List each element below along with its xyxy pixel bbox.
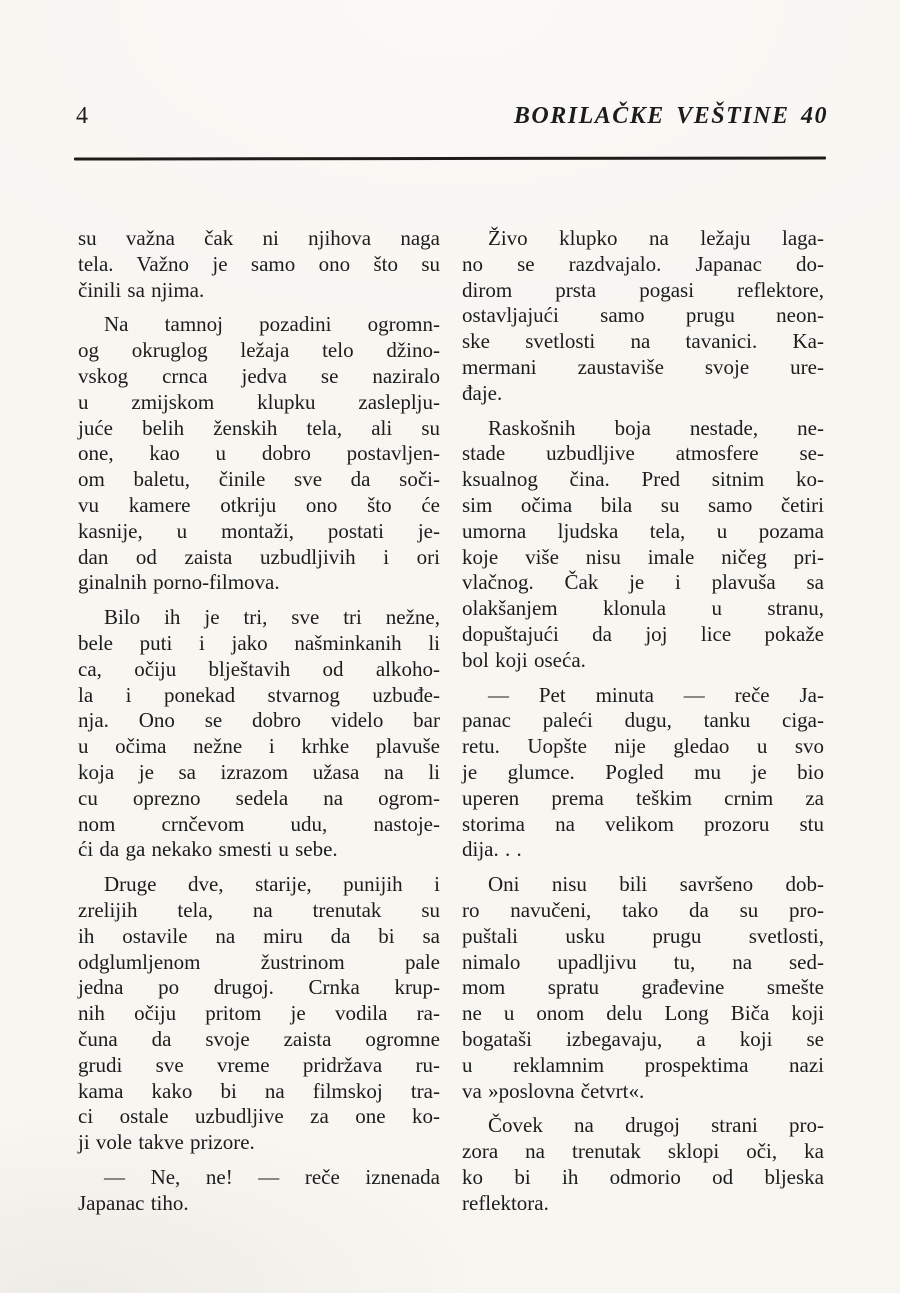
- text-line: ostavljajući samo prugu neon-: [462, 303, 824, 328]
- paragraph: [78, 1165, 440, 1217]
- text-line: stade uzbudljive atmosfere se-: [462, 441, 824, 466]
- text-line: Oni nisu bili savršeno dob-: [488, 872, 824, 897]
- paragraph: [462, 226, 824, 407]
- text-line: tela. Važno je samo ono što su: [78, 251, 440, 276]
- page-number: 4: [76, 103, 89, 129]
- text-line: jedna po drugoj. Crnka krup-: [78, 975, 440, 1000]
- text-line: je glumce. Pogled mu je bio: [462, 759, 824, 784]
- text-line: bogataši izbegavaju, a koji se: [462, 1026, 824, 1051]
- text-line: umorna ljudska tela, u pozama: [462, 518, 824, 543]
- text-line: cu oprezno sedela na ogrom-: [78, 785, 440, 810]
- text-line: va »poslovna četvrt«.: [462, 1078, 645, 1103]
- text-line: panac paleći dugu, tanku ciga-: [462, 708, 824, 733]
- text-line: vlačnog. Čak je i plavuša sa: [462, 570, 824, 595]
- text-line: uperen prema teškim crnim za: [462, 785, 824, 810]
- text-line: retu. Uopšte nije gledao u svo: [462, 734, 824, 759]
- text-line: ji vole takve prizore.: [78, 1130, 255, 1155]
- header-rule: [74, 156, 826, 160]
- text-line: kama kako bi na filmskoj tra-: [78, 1078, 440, 1103]
- text-line: vu kamere otkriju ono što će: [78, 492, 440, 517]
- text-line: ske svetlosti na tavanici. Ka-: [462, 329, 824, 354]
- text-line: mermani zaustaviše svoje ure-: [462, 354, 824, 379]
- text-line: dan od zaista uzbudljivih i ori: [78, 544, 440, 569]
- text-line: ca, očiju blještavih od alkoho-: [78, 656, 440, 681]
- text-line: Raskošnih boja nestade, ne-: [488, 415, 824, 440]
- text-line: nih očiju pritom je vodila ra-: [78, 1001, 440, 1026]
- text-line: u zmijskom klupku zasleplju-: [78, 389, 440, 414]
- text-line: u očima nežne i krhke plavuše: [78, 734, 440, 759]
- paragraph: [78, 872, 440, 1156]
- text-line: ći da ga nekako smesti u sebe.: [78, 837, 338, 862]
- text-line: zora na trenutak sklopi oči, ka: [462, 1139, 824, 1164]
- paragraph: [78, 312, 440, 596]
- text-columns: [78, 226, 824, 1216]
- text-line: dija. . .: [462, 837, 522, 862]
- left-column: [78, 226, 440, 1216]
- text-line: ginalnih porno-filmova.: [78, 570, 280, 595]
- text-line: Druge dve, starije, punijih i: [104, 872, 440, 897]
- text-line: su važna čak ni njihova naga: [78, 226, 440, 250]
- text-line: nimalo upadljivu tu, na sed-: [462, 949, 824, 974]
- text-line: bele puti i jako našminkanih li: [78, 630, 440, 655]
- text-line: om baletu, činile sve da soči-: [78, 467, 440, 492]
- text-line: u reklamnim prospektima nazi: [462, 1052, 824, 1077]
- paragraph: [462, 683, 824, 864]
- text-line: kasnije, u montaži, postati je-: [78, 518, 440, 543]
- text-line: činili sa njima.: [78, 277, 205, 302]
- text-line: koje više nisu imale ničeg pri-: [462, 544, 824, 569]
- text-line: la i ponekad stvarnog uzbuđe-: [78, 682, 440, 707]
- paragraph: [462, 872, 824, 1104]
- text-line: dopuštajući da joj lice pokaže: [462, 621, 824, 646]
- text-line: Japanac tiho.: [78, 1190, 189, 1215]
- text-line: nja. Ono se dobro videlo bar: [78, 708, 440, 733]
- text-line: mom spratu građevine smešte: [462, 975, 824, 1000]
- text-line: vskog crnca jedva se naziralo: [78, 363, 440, 388]
- text-line: sim očima bila su samo četiri: [462, 492, 824, 517]
- text-line: — Pet minuta — reče Ja-: [488, 682, 824, 707]
- text-line: puštali usku prugu svetlosti,: [462, 923, 824, 948]
- text-line: storima na velikom prozoru stu: [462, 811, 824, 836]
- page-header: [76, 103, 828, 130]
- text-line: grudi sve vreme pridržava ru-: [78, 1052, 440, 1077]
- text-line: đaje.: [462, 380, 503, 405]
- text-line: čuna da svoje zaista ogromne: [78, 1026, 440, 1051]
- text-line: ci ostale uzbudljive za one ko-: [78, 1104, 440, 1129]
- text-line: one, kao u dobro postavljen-: [78, 441, 440, 466]
- text-line: koja je sa izrazom užasa na li: [78, 759, 440, 784]
- text-line: ih ostavile na miru da bi sa: [78, 923, 440, 948]
- paragraph: [462, 1113, 824, 1216]
- text-line: — Ne, ne! — reče iznenada: [104, 1164, 440, 1189]
- text-line: ro navučeni, tako da su pro-: [462, 897, 824, 922]
- text-line: Na tamnoj pozadini ogromn-: [104, 312, 440, 337]
- text-line: juće belih ženskih tela, ali su: [78, 415, 440, 440]
- text-line: bol koji oseća.: [462, 647, 586, 672]
- text-line: dirom prsta pogasi reflektore,: [462, 277, 824, 302]
- text-line: ne u onom delu Long Biča koji: [462, 1001, 824, 1026]
- running-title: BORILAČKE VEŠTINE 40: [513, 103, 828, 129]
- text-line: reflektora.: [462, 1190, 549, 1215]
- text-line: Bilo ih je tri, sve tri nežne,: [104, 605, 440, 630]
- right-column: [462, 226, 824, 1216]
- paragraph: [78, 605, 440, 863]
- text-line: odglumljenom žustrinom pale: [78, 949, 440, 974]
- text-line: ko bi ih odmorio od bljeska: [462, 1164, 824, 1189]
- text-line: ksualnog čina. Pred sitnim ko-: [462, 467, 824, 492]
- text-line: zrelijih tela, na trenutak su: [78, 897, 440, 922]
- text-line: nom crnčevom udu, nastoje-: [78, 811, 440, 836]
- text-line: Živo klupko na ležaju laga-: [488, 226, 824, 250]
- text-line: Čovek na drugoj strani pro-: [488, 1113, 824, 1138]
- paragraph: [78, 226, 440, 303]
- text-line: olakšanjem klonula u stranu,: [462, 596, 824, 621]
- text-line: no se razdvajalo. Japanac do-: [462, 251, 824, 276]
- text-line: og okruglog ležaja telo džino-: [78, 338, 440, 363]
- paragraph: [462, 416, 824, 674]
